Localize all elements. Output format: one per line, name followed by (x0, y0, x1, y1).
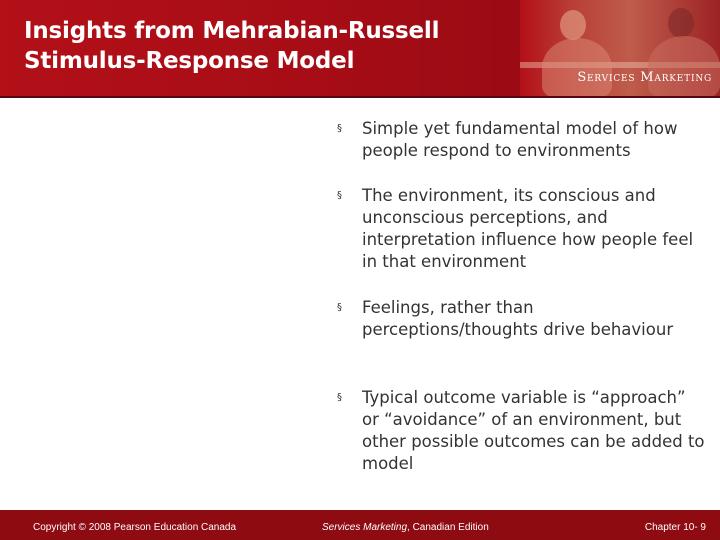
bullet-text: Feelings, rather than perceptions/thoughts drive behaviour (362, 298, 674, 339)
footer-book-title: Services Marketing (322, 522, 408, 533)
bullet-item (335, 118, 705, 162)
bullet-marker: § (337, 123, 342, 134)
bullet-item (335, 297, 705, 341)
footer-copyright: Copyright © 2008 Pearson Education Canada (33, 522, 237, 533)
footer-edition: , Canadian Edition (407, 522, 489, 533)
photo-person-head (560, 10, 586, 40)
photo-person-body (648, 36, 720, 96)
bullet-marker: § (337, 190, 342, 201)
left-margin (0, 98, 25, 508)
footer-page-number: Chapter 10- 9 (644, 522, 706, 533)
bullet-item (335, 185, 705, 273)
photo-person-head (668, 8, 694, 38)
photo-person-body (542, 38, 612, 96)
slide-header (0, 0, 720, 96)
bullet-text: Typical outcome variable is “approach” or “avoidance” of an environment, but other possible outcomes can be added to model (362, 388, 705, 473)
bullet-text: The environment, its conscious and unconscious perceptions, and interpretation influence how people feel in that environment (362, 186, 694, 271)
slide-title: Insights from Mehrabian-Russell Stimulus-Response Model (24, 18, 440, 74)
bullet-marker: § (337, 302, 342, 313)
bullet-item (335, 387, 705, 475)
header-divider (0, 96, 720, 98)
brand-logo-text: Services Marketing (577, 70, 712, 85)
bullet-marker: § (337, 392, 342, 403)
bullet-text: Simple yet fundamental model of how people respond to environments (362, 119, 678, 160)
footer-book (322, 522, 489, 534)
